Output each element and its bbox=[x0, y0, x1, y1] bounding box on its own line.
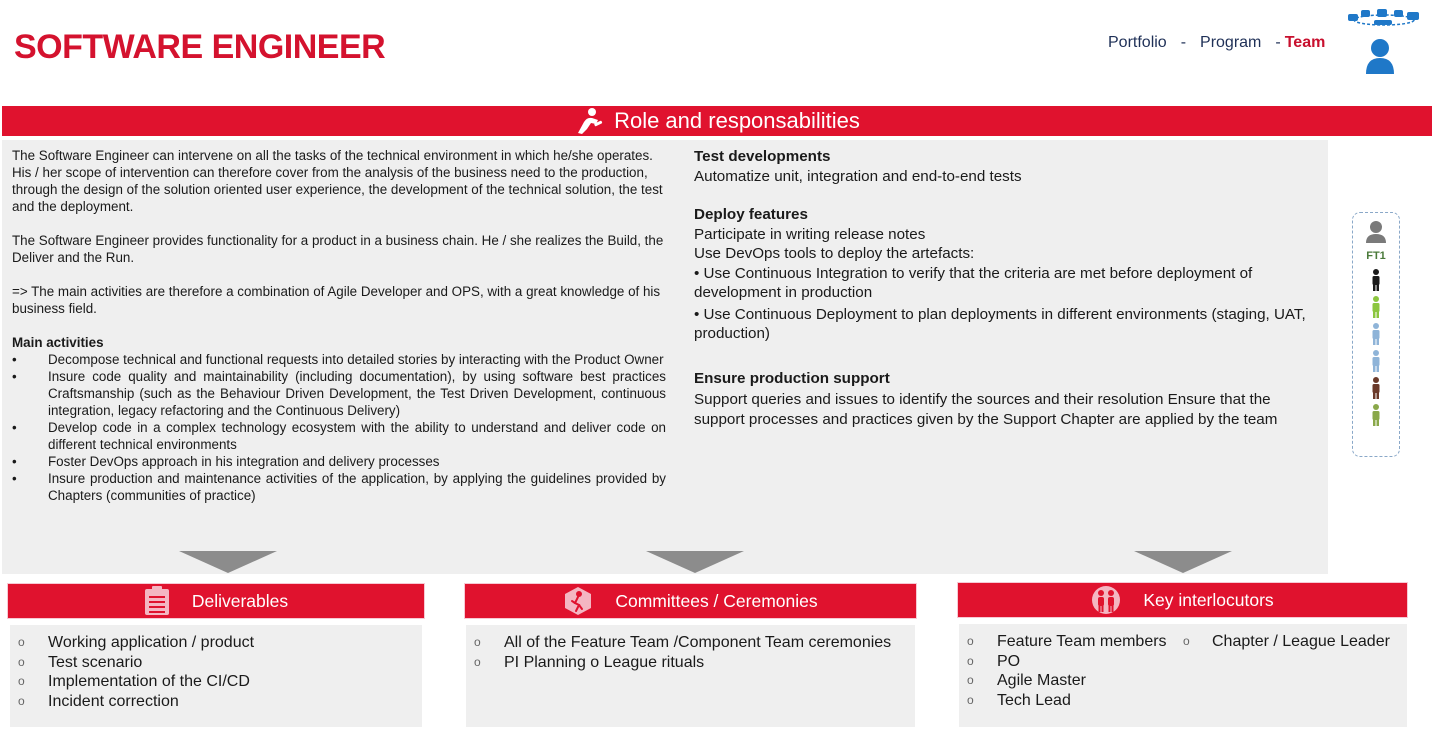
bullet: • bbox=[12, 420, 17, 435]
deliverables-title: Deliverables bbox=[191, 590, 289, 611]
role-description bbox=[12, 147, 666, 504]
committees-title: Committees / Ceremonies bbox=[615, 590, 818, 611]
deliverables-header bbox=[8, 584, 424, 618]
production-support-block bbox=[694, 369, 1316, 430]
breadcrumb bbox=[1108, 34, 1325, 52]
intro-paragraph: => The main activities are therefore a combination of Agile Developer and OPS, with a great knowledge of his business field. bbox=[12, 284, 661, 316]
intro-paragraph: The Software Engineer can intervene on all the tasks of the technical environment in which he/she operates. His / her scope of intervention can therefore cover from the analysis of the business need to the production, through the design of the solution oriented user experience, the development of the technical solution, the test and the deployment. bbox=[12, 148, 663, 214]
list-item: o PI Planning o League rituals bbox=[474, 653, 705, 671]
list-item: • Insure code quality and maintainability (including documentation), by using software best practices Craftsmanship (such as the Behaviour Driven Development, the Test Driven Development, continuous integration, legacy refactoring and the Continuous Delivery) bbox=[12, 369, 666, 418]
arrow-down-icon bbox=[646, 551, 744, 573]
feature-team-label: FT1 bbox=[1366, 250, 1386, 262]
deliverables-list bbox=[10, 633, 422, 711]
intro-paragraph: The Software Engineer provides functionality for a product in a business chain. He / she realizes the Build, the Deliver and the Run. bbox=[12, 233, 664, 265]
team-member-icon bbox=[1373, 296, 1380, 318]
interlocutors-list-box bbox=[959, 624, 1407, 727]
bullet: • bbox=[12, 369, 17, 384]
team-member-icon bbox=[1373, 377, 1380, 399]
breadcrumb-portfolio[interactable]: Portfolio bbox=[1108, 34, 1167, 51]
arrow-down-icon bbox=[179, 551, 277, 573]
interlocutors-header bbox=[958, 583, 1407, 617]
team-network-icon bbox=[1344, 6, 1424, 76]
breadcrumb-separator: - bbox=[1180, 34, 1187, 51]
list-item: • Foster DevOps approach in his integration and delivery processes bbox=[12, 454, 440, 469]
clipboard-list-icon bbox=[144, 586, 170, 616]
team-member-icon bbox=[1373, 323, 1380, 345]
list-item: o Tech Lead bbox=[967, 691, 1071, 709]
list-item: o Implementation of the CI/CD bbox=[18, 673, 250, 690]
responsibilities bbox=[694, 147, 1316, 448]
list-item: o Feature Team members bbox=[967, 633, 1167, 650]
list-item: o PO bbox=[967, 652, 1021, 670]
committees-header bbox=[465, 584, 916, 618]
list-item: • Decompose technical and functional requests into detailed stories by interacting with the Product Owner bbox=[12, 352, 664, 367]
committees-list bbox=[466, 633, 915, 672]
text-line: Use DevOps tools to deploy the artefacts: bbox=[694, 245, 975, 262]
list-item: o All of the Feature Team /Component Team ceremonies bbox=[474, 634, 892, 651]
feature-team-box bbox=[1352, 212, 1400, 457]
text-line: Automatize unit, integration and end-to-end tests bbox=[694, 167, 1022, 185]
bullet: • bbox=[12, 471, 17, 486]
list-item: o Test scenario bbox=[18, 653, 143, 671]
deploy-features-block bbox=[694, 205, 1316, 344]
committees-list-box bbox=[466, 625, 915, 727]
arrow-down-icon bbox=[1134, 551, 1232, 573]
role-banner bbox=[2, 106, 1432, 136]
list-item: o Incident correction bbox=[18, 692, 179, 710]
test-developments-block bbox=[694, 147, 1316, 186]
ceremony-hexagon-icon bbox=[563, 586, 593, 616]
breadcrumb-team[interactable]: Team bbox=[1284, 34, 1326, 51]
bullet: • bbox=[12, 352, 17, 367]
page-title: SOFTWARE ENGINEER bbox=[14, 28, 386, 66]
breadcrumb-separator: - bbox=[1275, 34, 1281, 51]
main-activities-list bbox=[12, 351, 666, 504]
text-line: • Use Continuous Integration to verify that the criteria are met before deployment of development in production bbox=[694, 264, 1253, 301]
team-member-icon bbox=[1373, 404, 1380, 426]
list-item: • Insure production and maintenance activities of the application, by applying the guidelines provided by Chapters (communities of practice) bbox=[12, 471, 666, 503]
people-icon bbox=[1091, 585, 1121, 615]
team-member-icon bbox=[1373, 350, 1380, 372]
list-item: o Chapter / League Leader bbox=[1183, 633, 1390, 650]
section-heading: Test developments bbox=[694, 148, 831, 165]
team-member-icon bbox=[1373, 269, 1380, 291]
handshake-icon bbox=[574, 107, 604, 135]
user-avatar-icon bbox=[1366, 221, 1386, 243]
section-heading: Deploy features bbox=[694, 206, 808, 223]
main-activities-heading: Main activities bbox=[12, 335, 104, 350]
section-heading: Ensure production support bbox=[694, 369, 890, 387]
breadcrumb-program[interactable]: Program bbox=[1200, 34, 1262, 51]
text-line: Participate in writing release notes bbox=[694, 225, 926, 243]
text-line: • Use Continuous Deployment to plan deployments in different environments (staging, UAT, production) bbox=[694, 305, 1306, 342]
list-item: o Agile Master bbox=[967, 672, 1086, 689]
list-item: • Develop code in a complex technology ecosystem with the ability to understand and deliver code on different technical environments bbox=[12, 420, 666, 452]
role-banner-title: Role and responsabilities bbox=[614, 108, 860, 133]
feature-team-members-icon bbox=[1353, 213, 1399, 456]
list-item: o Working application / product bbox=[18, 634, 255, 651]
bullet: • bbox=[12, 454, 17, 469]
deliverables-list-box bbox=[10, 625, 422, 727]
text-line: Support queries and issues to identify the sources and their resolution Ensure that the support processes and practices given by the Support Chapter are applied by the team bbox=[694, 391, 1278, 428]
interlocutors-title: Key interlocutors bbox=[1143, 589, 1274, 610]
